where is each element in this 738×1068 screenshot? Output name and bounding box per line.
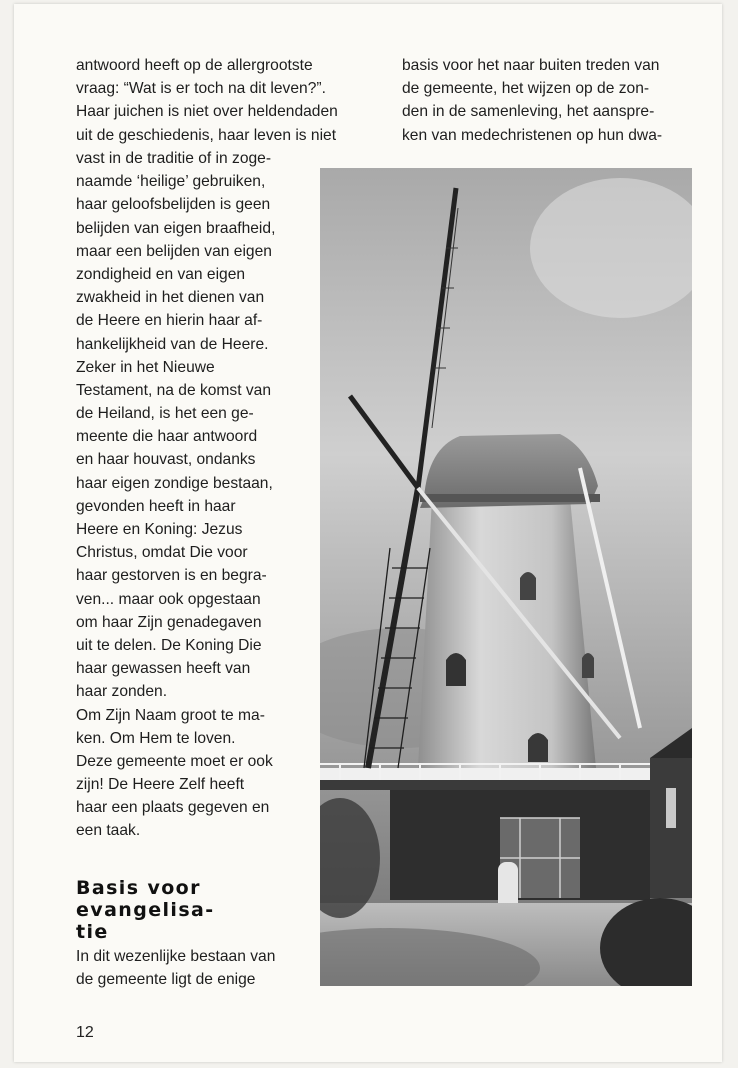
text-line: de gemeente, het wijzen op de zon- [402,80,650,98]
text-line: Testament, na de komst van [76,381,272,399]
text-line: meente die haar antwoord [76,428,258,446]
text-line: Om Zijn Naam groot te ma- [76,706,265,724]
mill-tower [418,498,596,768]
text-line: haar zonden. [76,683,168,701]
text-line: Basis voor [76,877,201,899]
text-line: een taak. [76,822,141,840]
text-line: haar eigen zondige bestaan, [76,474,273,492]
text-line: haar een plaats gegeven en [76,799,270,817]
text-line: Deze gemeente moet er ook [76,752,273,770]
text-line: ken van medechristenen op hun dwa- [402,126,663,144]
text-line: vraag: “Wat is er toch na dit leven?”. [76,80,326,98]
text-line: zwakheid in het dienen van [76,289,265,307]
text-line: uit te delen. De Koning Die [76,636,262,654]
text-line: In dit wezenlijke bestaan van [76,948,276,965]
text-line: uit de geschiedenis, haar leven is niet [76,126,337,144]
left-column-narrow-text [76,147,275,843]
text-line: belijden van eigen braafheid, [76,219,276,237]
left-column-top-text [76,54,338,147]
text-line: Zeker in het Nieuwe [76,358,215,376]
windmill-photo [320,168,692,986]
page-number: 12 [76,1024,94,1041]
text-line: Haar juichen is niet over heldendaden [76,103,338,121]
windmill-illustration [320,168,692,986]
text-line: hankelijkheid van de Heere. [76,335,269,353]
text-line: tie [76,921,109,943]
text-line: gevonden heeft in haar [76,497,236,515]
text-line: basis voor het naar buiten treden van [402,57,660,74]
text-line: maar een belijden van eigen [76,242,272,260]
text-line: Christus, omdat Die voor [76,544,248,562]
section-heading [76,877,215,943]
text-line: haar gestorven is en begra- [76,567,267,585]
text-line: antwoord heeft op de allergrootste [76,57,313,74]
text-line: Heere en Koning: Jezus [76,521,243,538]
text-line: de gemeente ligt de enige [76,971,256,989]
text-line: haar geloofsbelijden is geen [76,196,271,214]
text-line: ven... maar ook opgestaan [76,590,261,608]
text-line: den in de samenleving, het aanspre- [402,103,655,121]
text-line: naamde ‘heilige’ gebruiken, [76,173,266,191]
text-line: en haar houvast, ondanks [76,451,256,469]
text-line: om haar Zijn genadegaven [76,613,262,631]
text-line: de Heere en hierin haar af- [76,312,263,330]
text-line: evangelisa- [76,899,215,921]
text-line: vast in de traditie of in zoge- [76,150,272,167]
left-column-bottom-text [76,945,275,991]
right-column-top-text [402,54,662,147]
text-line: zijn! De Heere Zelf heeft [76,776,245,794]
text-line: haar gewassen heeft van [76,660,251,678]
text-line: de Heiland, is het een ge- [76,405,254,423]
text-line: ken. Om Hem te loven. [76,729,236,747]
text-line: zondigheid en van eigen [76,265,246,283]
